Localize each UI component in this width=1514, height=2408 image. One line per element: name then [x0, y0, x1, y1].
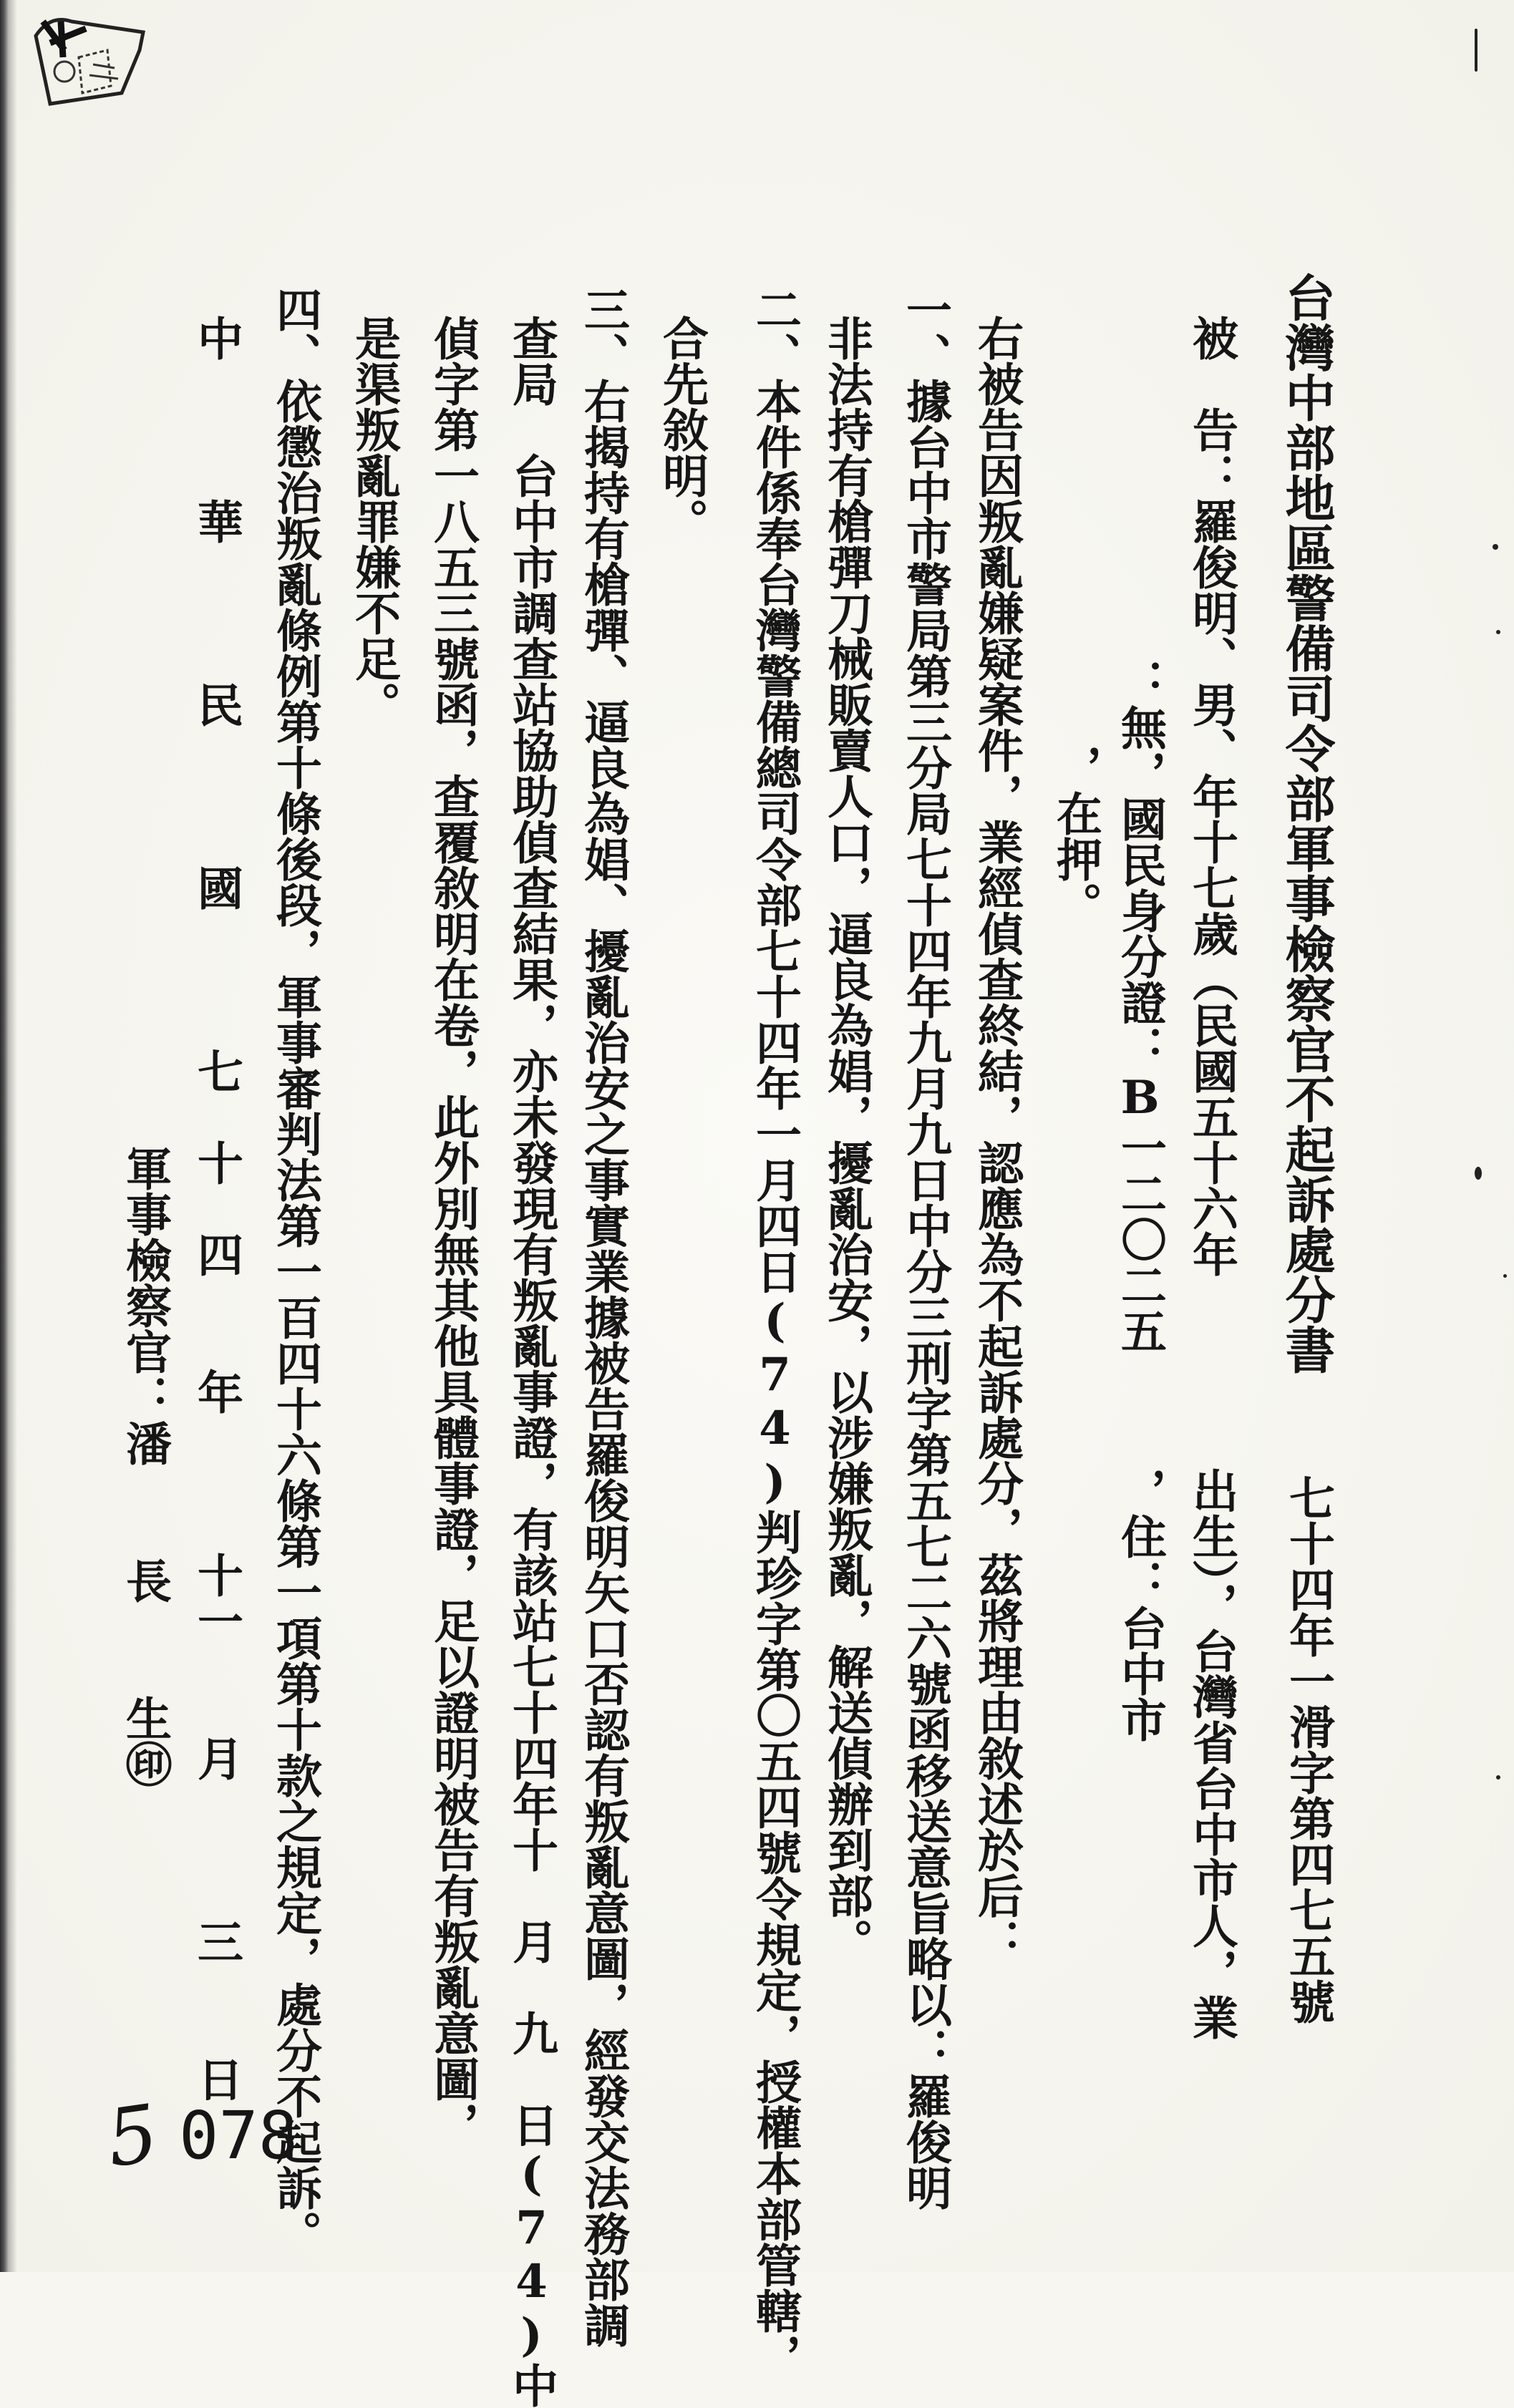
- page-mark: 5: [101, 2087, 164, 2185]
- archive-stamp-icon: [21, 7, 157, 115]
- scan-speck: [1493, 544, 1498, 550]
- reason-4: 四、依懲治叛亂條例第十條後段，軍事審判法第一百四十六條第一項第十款之規定，處分不起訴。: [268, 286, 322, 2256]
- reason-3-continued-2: 偵字第一八五三號函，查覆敘明在卷，此外別無其他具體事證，足以證明被告有叛亂意圖，: [426, 315, 480, 2147]
- reason-1: 一、據台中市警局第三分局七十四年九月九日中分三刑字第五七二六號函移送意旨略以：羅俊明: [898, 286, 952, 2210]
- defendant-line-continued: 出生），台灣省台中市人，業: [1185, 1467, 1238, 2040]
- page-number: 078: [179, 2097, 299, 2174]
- reason-2: 二、本件係奉台灣警備總司令部七十四年一月四日(74)判珍字第〇五四號令規定，授權本部管轄，: [748, 286, 802, 2379]
- reference-number: 七十四年一滑字第四七五號: [1281, 1475, 1335, 2024]
- reason-3-continued-1: 查局 台中市調查站協助偵查結果，亦未發現有叛亂事證，有該站七十四年十 月 九 日(74)中: [505, 315, 558, 2408]
- date-line: 中 華 民 國 七 十 四 年 十一 月 三 日: [190, 315, 243, 2102]
- reason-1-continued: 非法持有槍彈刀械販賣人口，逼良為娼，擾亂治安，以涉嫌叛亂，解送偵辦到部。: [820, 315, 873, 1964]
- custody-status: ，在押。: [1049, 744, 1102, 928]
- reason-2-continued: 合先敘明。: [655, 315, 709, 544]
- document-title: 台灣中部地區警備司令部軍事檢察官不起訴處分書: [1277, 272, 1336, 1374]
- scan-binding-edge: [0, 0, 17, 2272]
- signature-line: 軍事檢察官：潘 長 生㊞: [118, 1145, 172, 1787]
- defendant-id: ：無，國民身分證：B一二〇二五: [1113, 659, 1167, 1354]
- scan-speck: [1475, 29, 1477, 72]
- scan-speck: [1496, 630, 1500, 634]
- defendant-line: 被 告：羅俊明、男、年十七歲（民國五十六年: [1185, 315, 1238, 1277]
- scan-speck: [1503, 1274, 1507, 1278]
- reason-3: 三、右揭持有槍彈、逼良為娼、擾亂治安之事實業據被告羅俊明矢口否認有叛亂意圖，經發交法務部調: [576, 286, 630, 2348]
- scan-speck: [1475, 1167, 1482, 1180]
- intro-paragraph: 右被告因叛亂嫌疑案件，業經偵查終結，認應為不起訴處分，茲將理由敘述於后：: [970, 315, 1024, 1964]
- defendant-address: ，住：台中市: [1113, 1467, 1167, 1742]
- scan-speck: [1496, 1775, 1500, 1780]
- reason-3-continued-3: 是渠叛亂罪嫌不足。: [347, 315, 401, 727]
